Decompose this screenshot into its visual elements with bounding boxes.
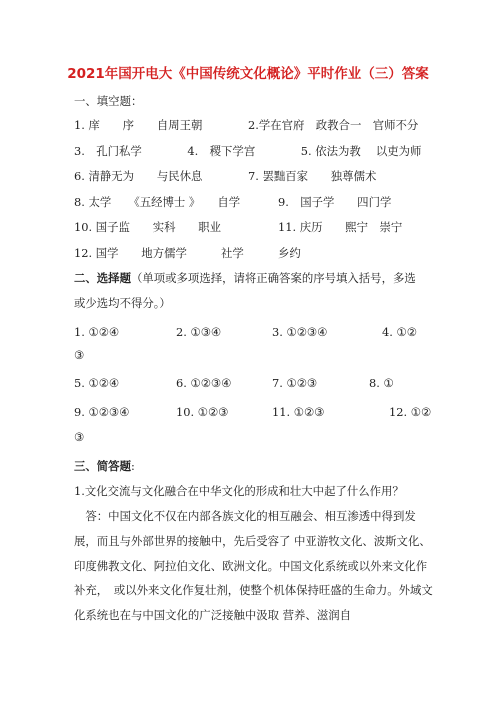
choice-answer-1: 1. ①②④ — [74, 325, 120, 339]
choice-answer-6: 6. ①②③④ — [176, 376, 232, 390]
section-choice-heading-line — [74, 271, 416, 285]
short-answer-question-1: 1.文化交流与文化融合在中华文化的形成和壮大中起了什么作用？ — [74, 484, 404, 498]
choice-answer-10: 10. ①②③ — [176, 405, 229, 419]
fill-blank-line-5: 10. 国子监 实科 职业 11. 庆历 熙宁 崇宁 — [74, 220, 403, 234]
choice-answer-9: 9. ①②③④ — [74, 405, 130, 419]
fill-blank-line-2: 3. 孔门私学 4. 稷下学宫 5. 依法为教 以吏为师 — [74, 144, 422, 158]
choice-answer-5: 5. ①②④ — [74, 376, 120, 390]
section-heading-short-answer: 三、简答题 — [74, 459, 131, 473]
document-title: 2021年国开电大《中国传统文化概论》平时作业（三）答案 — [67, 66, 429, 82]
section-short-answer-heading-line — [74, 459, 135, 473]
fill-blank-line-3: 6. 清静无为 与民休息 7. 罢黜百家 独尊儒术 — [74, 169, 377, 183]
choice-answer-4: 4. ①② — [382, 325, 417, 339]
choice-answer-11: 11. ①②③ — [272, 405, 325, 419]
choice-answer-wrap-1: ③ — [74, 348, 85, 362]
fill-blank-line-4: 8. 太学 《五经博士 》 自学 9. 国子学 四门学 — [74, 195, 392, 209]
choice-answer-12: 12. ①② — [389, 405, 432, 419]
section-heading-choice: 二、选择题 — [74, 271, 131, 285]
section-heading-fill-blank: 一、填空题： — [74, 94, 143, 108]
choice-answer-wrap-3: ③ — [74, 430, 85, 444]
fill-blank-line-6: 12. 国学 地方儒学 社学 乡约 — [74, 246, 301, 260]
choice-instruction-cont: 或少选均不得分。） — [74, 296, 171, 310]
heading-colon: : — [130, 459, 135, 473]
choice-answer-2: 2. ①③④ — [176, 325, 222, 339]
choice-answer-8: 8. ① — [369, 376, 394, 390]
choice-answer-7: 7. ①②③ — [272, 376, 318, 390]
fill-blank-line-1: 1. 庠 序 自周王朝 2.学在官府 政教合一 官师不分 — [74, 118, 419, 132]
short-answer-answer-1: 答：中国文化不仅在内部各族文化的相互融会、相互渗透中得到发展，而且与外部世界的接触中，先后受容了 中亚游牧文化、波斯文化、印度佛教文化、阿拉伯文化、欧洲文化。中国文化系统或以外来文化作补充， 或以外来文化作复壮剂，使整个机体保持旺盛的生命力。外域文化系统也在与中国文化的广泛接触中汲取 营养、滋润自 — [74, 509, 433, 623]
choice-answer-3: 3. ①②③④ — [272, 325, 328, 339]
choice-instruction: （单项或多项选择，请将正确答案的序号填入括号，多选 — [130, 271, 416, 285]
